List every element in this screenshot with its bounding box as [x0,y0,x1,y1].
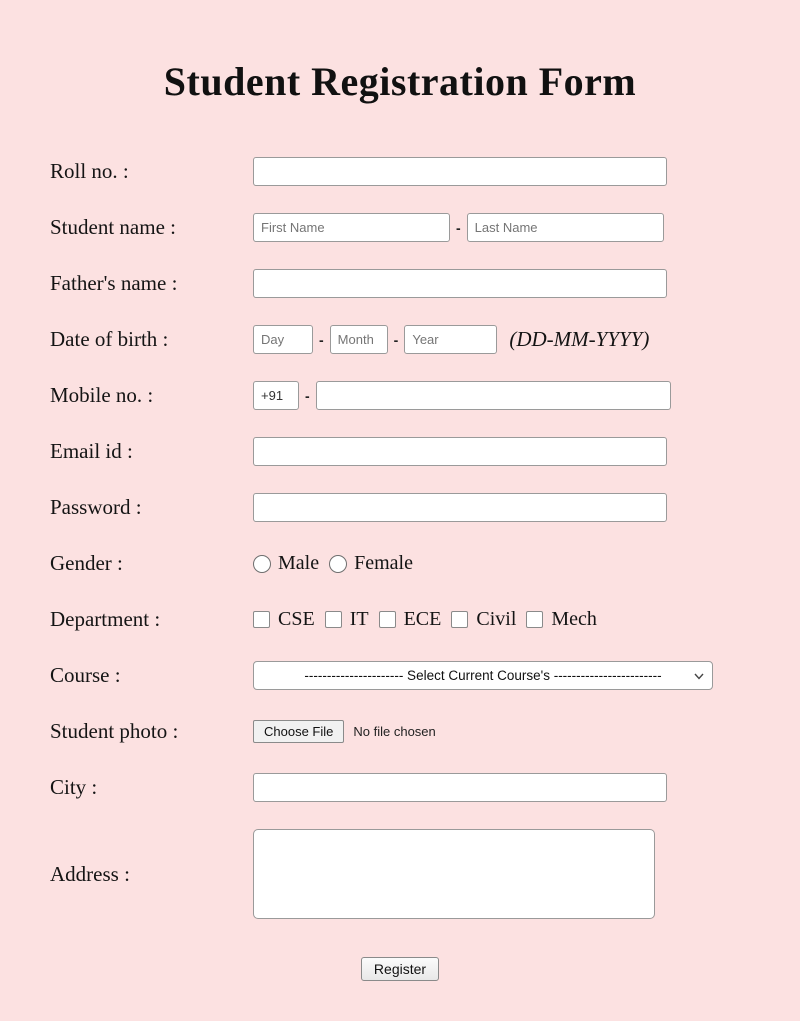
ece-checkbox[interactable] [379,611,396,628]
gender-label: Gender : [50,551,123,575]
email-row [0,437,800,466]
submit-row [0,954,800,983]
cse-checkbox[interactable] [253,611,270,628]
department-options [253,608,607,631]
female-radio[interactable] [329,555,347,573]
photo-label: Student photo : [50,719,179,743]
course-label: Course : [50,663,121,687]
course-select[interactable] [253,661,713,690]
father-name-label: Father's name : [50,271,178,295]
department-label: Department : [50,607,161,631]
city-row [0,773,800,802]
male-radio-label: Male [278,552,320,574]
gender-option-female[interactable] [329,552,413,575]
department-option-ece[interactable] [379,608,442,631]
register-button[interactable]: Register [361,957,439,981]
mech-checkbox[interactable] [526,611,543,628]
gender-option-male[interactable] [253,552,319,575]
name-separator: - [456,219,461,236]
mech-checkbox-label: Mech [551,608,597,630]
password-input[interactable] [253,493,667,522]
mobile-number-input[interactable] [316,381,671,410]
registration-form [0,157,800,983]
last-name-input[interactable] [467,213,664,242]
email-input[interactable] [253,437,667,466]
address-label: Address : [50,861,130,886]
password-row [0,493,800,522]
city-label: City : [50,775,98,799]
female-radio-label: Female [354,552,413,574]
mobile-row [0,381,800,410]
address-row [0,829,800,919]
dob-row [0,325,800,354]
dob-year-input[interactable] [404,325,497,354]
ece-checkbox-label: ECE [403,608,442,630]
student-name-row [0,213,800,242]
city-input[interactable] [253,773,667,802]
country-code-input[interactable] [253,381,299,410]
photo-row [0,717,800,746]
department-option-mech[interactable] [526,608,597,631]
father-name-row [0,269,800,298]
address-textarea[interactable] [253,829,655,919]
department-row [0,605,800,634]
dob-separator-2: - [393,331,399,348]
course-row [0,661,800,690]
mobile-label: Mobile no. : [50,383,154,407]
photo-file-control [253,720,436,743]
dob-label: Date of birth : [50,327,169,351]
mobile-separator: - [305,387,310,404]
dob-month-input[interactable] [330,325,388,354]
first-name-input[interactable] [253,213,450,242]
dob-day-input[interactable] [253,325,313,354]
it-checkbox-label: IT [349,608,369,630]
gender-row [0,549,800,578]
father-name-input[interactable] [253,269,667,298]
department-option-cse[interactable] [253,608,315,631]
dob-format-hint: (DD-MM-YYYY) [509,327,650,351]
choose-file-button[interactable]: Choose File [253,720,344,743]
dob-separator-1: - [319,331,324,348]
it-checkbox[interactable] [325,611,342,628]
cse-checkbox-label: CSE [278,608,315,630]
civil-checkbox[interactable] [451,611,468,628]
course-selected-option: ---------------------- Select Current Course's ------------------------ [304,668,662,683]
chevron-down-icon [694,671,704,681]
department-option-civil[interactable] [451,608,516,631]
gender-options [253,552,423,575]
file-status-text: No file chosen [353,724,436,739]
civil-checkbox-label: Civil [476,608,517,630]
page-title: Student Registration Form [163,59,637,104]
roll-no-row [0,157,800,186]
roll-no-input[interactable] [253,157,667,186]
roll-no-label: Roll no. : [50,159,129,183]
student-name-label: Student name : [50,215,176,239]
email-label: Email id : [50,439,133,463]
department-option-it[interactable] [325,608,369,631]
password-label: Password : [50,495,142,519]
male-radio[interactable] [253,555,271,573]
